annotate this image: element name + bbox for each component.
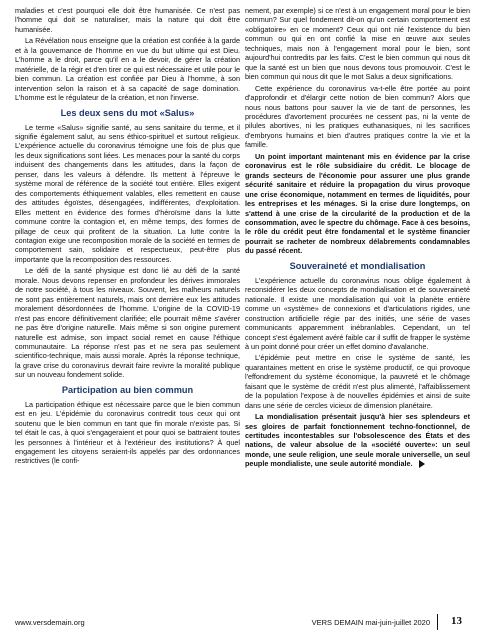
- paragraph-bold: Un point important maintenant mis en évidence par la crise coronavirus est le rôle subsidiaire du crédit. Le blocage de grands secteurs de l'économie pour assurer une plus grande sécurité sanitaire et réduire la propagation du virus provoque une crise économique, notamment en termes de liquidités, pour les entreprises et les ménages. Si la crise dure longtemps, on s'attend à une crise de la circularité de la production et de la consommation, avec le spectre du chômage. Face à ces besoins, le rôle du crédit peut être fondamental et le système financier pourrait se racheter de nombreux délabrements condamnables du passé récent.: [245, 151, 470, 256]
- page-number: 13: [451, 615, 462, 627]
- paragraph: L'expérience actuelle du coronavirus nous oblige également à reconsidérer les deux concepts de mondialisation et de souveraineté nationale. Il existe une mondialisation qui voit la planète entière comme un «système» de connexions et d'articulations rigides, une construction artificielle régie par des initiés, une série de vases communicants apparemment inébranlables. Cependant, un tel concept s'est également avéré faible car il suffit de frapper le système à un point donné pour créer un effet domino d'avalanche.: [245, 275, 470, 351]
- footer-divider: [437, 614, 438, 630]
- left-column: [15, 6, 240, 466]
- paragraph: Le terme «Salus» signifie santé, au sens sanitaire du terme, et il signifie également salut, au sens éthico-spirituel et surtout religieux. L'expérience actuelle du coronavirus témoigne une fois de plus que les deux significations sont liées. Les menaces pour la santé du corps induisent des changements dans les attitudes, dans la façon de penser, dans les valeurs à défendre. Ils mettent à l'épreuve le système moral de référence de la société tout entière. Elles exigent des comportements éthiquement valables, elles remettent en cause des attitudes égoïstes, désengagées, indifférentes, d'exploitation. Elles mettent en évidence des formes d'héroïsme dans la lutte commune contre la contagion et, en même temps, des formes de pillage de ceux qui profitent de la situation. La lutte contre la contagion exige une recomposition morale de la société en termes de comportement sain, solidaire et respectueux, peut-être plus importante que la recomposition des ressources.: [15, 122, 240, 264]
- right-column: [245, 6, 470, 469]
- paragraph: La participation éthique est nécessaire parce que le bien commun est en jeu. L'épidémie du coronavirus contredit tous ceux qui ont soutenu que le bien commun en tant que fin morale n'existe pas. Si tel était le cas, à quoi s'engageraient et pour quoi se battraient toutes les personnes à l'intérieur et à l'extérieur des institutions? À quel engagement les citoyens seraient-ils appelés par des ordonnances restrictives (le confi-: [15, 399, 240, 466]
- paragraph-text: La mondialisation présentait jusqu'à hier ses splendeurs et ses gloires de parfait fonctionnement techno-fonctionnel, de certitudes incontestables sur l'obsolescence des États et des nations, de valeur absolue de la «société ouverte»: un seul monde, une seule religion, une seule morale universelle, un seul peuple mondialiste, une seule autorité mondiale.: [245, 412, 470, 469]
- paragraph: nement, par exemple) si ce n'est à un engagement moral pour le bien commun? Sur quel fondement dit-on qu'un certain comportement est «obligatoire» en ce moment? Ceux qui ont nié l'existence du bien commun ou qui en ont confié la mise en œuvre aux seules techniques, mais non à l'engagement moral pour le bien, sont aujourd'hui contredits par les faits. C'est le bien commun qui nous dit que la santé est un bien que nous devons tous promouvoir. C'est le bien commun qui nous dit que le mot Salus a deux significations.: [245, 6, 470, 82]
- website-link[interactable]: www.versdemain.org: [15, 618, 85, 627]
- section-heading: Les deux sens du mot «Salus»: [60, 107, 195, 118]
- continue-arrow-icon: [419, 460, 425, 468]
- paragraph: Le défi de la santé physique est donc lié au défi de la santé morale. Nous devons repenser en profondeur les dérives immorales de notre société, à tous les niveaux. Souvent, les malheurs naturels ne sont pas entièrement naturels, mais ont derrière eux les attitudes moralement désordonnées de l'homme. L'origine de la COVID-19 n'est pas encore définitivement clarifiée; elle pourrait même s'avérer ne pas être d'origine naturelle. Mais même si son origine purement naturelle est admise, son impact social remet en cause l'éthique communautaire. La réponse n'est pas et ne sera pas seulement scientifico-technique, mais aussi morale. Après la réponse technique, la grave crise du coronavirus devrait faire revivre la moralité publique sur un nouveau fondement solide.: [15, 266, 240, 380]
- section-heading: Souveraineté et mondialisation: [289, 260, 426, 271]
- paragraph: La Révélation nous enseigne que la création est confiée à la garde et à la gouvernance de l'homme en vue du but ultime qui est Dieu. L'homme a le droit, parce qu'il en a le devoir, de gérer la création matérielle, de la régir et d'en tirer ce qui est nécessaire et utile pour le bien commun. La création est confiée par Dieu à l'homme, à son intervention selon la raison et à sa capacité de sage domination. L'homme est le régulateur de la création, et non l'inverse.: [15, 36, 240, 103]
- paragraph: maladies et c'est pourquoi elle doit être humanisée. Ce n'est pas l'homme qui doit se naturaliser, mais la nature qui doit être humanisée.: [15, 6, 240, 34]
- paragraph: L'épidémie peut mettre en crise le système de santé, les quarantaines mettent en crise le système productif, ce qui provoque l'effondrement du système économique, la pauvreté et le chômage faisant que le système de crédit n'est plus alimenté, l'affaiblissement de la population l'expose à de nouvelles épidémies et ainsi de suite dans une série de cercles vicieux de dimension planétaire.: [245, 353, 470, 410]
- paragraph-bold: [245, 412, 470, 469]
- issue-info: VERS DEMAIN mai-juin-juillet 2020: [311, 618, 430, 627]
- section-heading: Participation au bien commun: [61, 384, 194, 395]
- page-footer: [15, 616, 462, 632]
- paragraph: Cette expérience du coronavirus va-t-elle être portée au point d'approfondir et d'élargir cette notion de bien commun? Alors que nous nous battons pour sauver la vie de tant de personnes, les procédures d'avortement procurées ne cessent pas, ni la vente de pilules abortives, ni les pratiques euthanasiques, ni les sacrifices d'embryons humains et bien d'autres pratiques contre la vie et la famille.: [245, 83, 470, 150]
